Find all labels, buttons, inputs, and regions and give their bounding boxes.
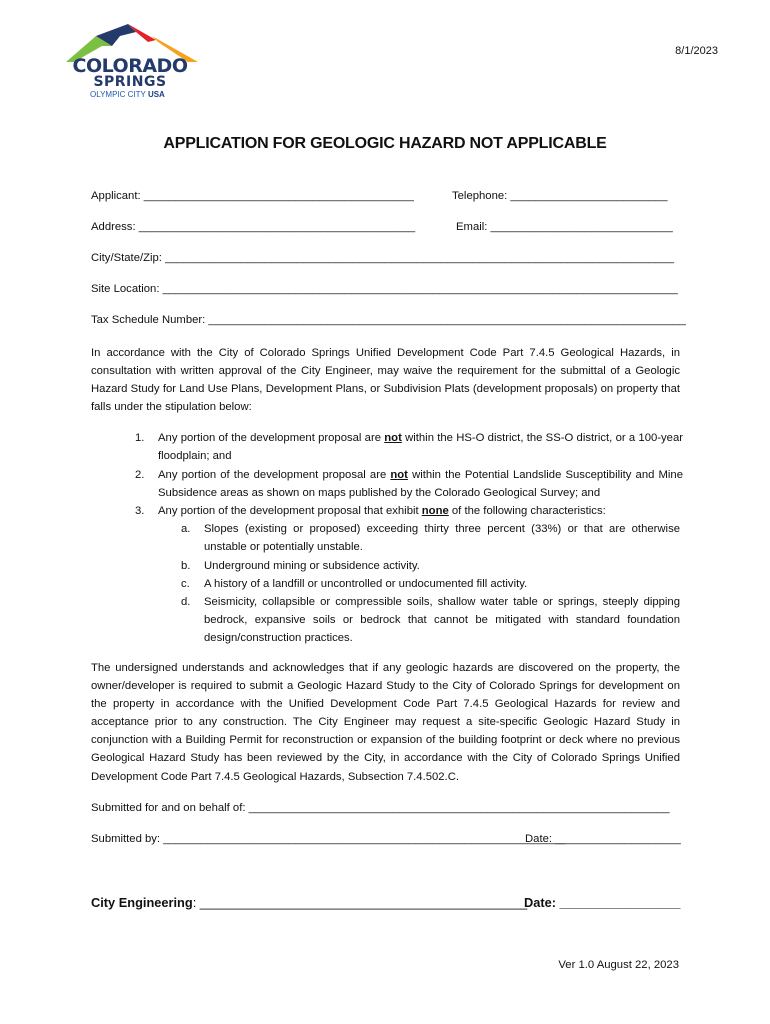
document-date: 8/1/2023 — [675, 45, 718, 57]
address-field[interactable]: Address: ____________________________________________ — [91, 221, 416, 233]
telephone-field[interactable]: Telephone: _________________________ — [452, 190, 668, 202]
sublist-item: Seismicity, collapsible or compressible soils, shallow water table or springs, steeply dipping bedrock, expansive soils or bedrock that cannot be mitigated with standard foundation design/construction practices. — [204, 596, 680, 645]
document-title: APPLICATION FOR GEOLOGIC HAZARD NOT APPLICABLE — [163, 135, 607, 152]
list-item-number: 1. — [135, 432, 145, 444]
city-engineering-date-field[interactable]: Date: _________________ — [524, 895, 681, 910]
logo-text-colorado: COLORADO — [72, 55, 188, 77]
version-footer: Ver 1.0 August 22, 2023 — [558, 959, 679, 971]
intro-paragraph: In accordance with the City of Colorado Springs Unified Development Code Part 7.4.5 Geological Hazards, in consultation with written approval of the City Engineer, may waive the requirement for the submittal of a Geologic Hazard Study for Land Use Plans, Development Plans, or Subdivision Plats (development proposals) on property that falls under the stipulation below: — [91, 347, 680, 414]
acknowledgement-paragraph: The undersigned understands and acknowledges that if any geologic hazards are discovered on the property, the owner/developer is required to submit a Geologic Hazard Study to the City of Colorado Springs for development on the property in accordance with the Unified Development Code Part 7.4.5 Geological Hazards for review and acceptance prior to any construction. The City Engineer may request a site-specific Geologic Hazard Study in conjunction with a Building Permit for reconstruction or expansion of the building footprint or deck where no previous Geological Hazard Study has been reviewed by the City, in accordance with the City of Colorado Springs Unified Development Code Part 7.4.5 Geological Hazards, Subsection 7.4.502.C. — [91, 662, 680, 783]
colorado-springs-logo — [66, 22, 198, 102]
list-item-number: 3. — [135, 505, 145, 517]
list-item-number: 2. — [135, 469, 145, 481]
sublist-item-letter: d. — [181, 596, 191, 608]
logo-tagline: OLYMPIC CITY USA — [90, 90, 165, 99]
email-field[interactable]: Email: _____________________________ — [456, 221, 673, 233]
sublist-item-letter: a. — [181, 523, 191, 535]
city-state-zip-field[interactable]: City/State/Zip: _________________________________________________________________________________ — [91, 252, 674, 264]
list-item: Any portion of the development proposal are not within the Potential Landslide Susceptibility and Mine Subsidence areas as shown on maps published by the Colorado Geological Survey; and — [158, 469, 683, 500]
sublist-item: A history of a landfill or uncontrolled or undocumented fill activity. — [204, 578, 528, 590]
city-engineering-field[interactable]: City Engineering: ______________________________________________ — [91, 895, 528, 910]
submitted-by-field[interactable]: Submitted by: ________________________________________________________________ — [91, 833, 566, 845]
list-item: Any portion of the development proposal are not within the HS-O district, the SS-O district, or a 100-year floodplain; and — [158, 432, 683, 463]
sublist-item: Slopes (existing or proposed) exceeding thirty three percent (33%) or that are otherwise unstable or potentially unstable. — [204, 523, 680, 554]
tax-schedule-field[interactable]: Tax Schedule Number: ____________________________________________________________________________ — [91, 314, 686, 326]
list-item: Any portion of the development proposal that exhibit none of the following characteristics: — [158, 505, 606, 517]
applicant-field[interactable]: Applicant: ___________________________________________ — [91, 190, 414, 202]
sublist-item-letter: b. — [181, 560, 191, 572]
logo-text-springs: SPRINGS — [93, 74, 167, 90]
site-location-field[interactable]: Site Location: __________________________________________________________________________________ — [91, 283, 678, 295]
sublist-item-letter: c. — [181, 578, 190, 590]
sublist-item: Underground mining or subsidence activity. — [204, 560, 420, 572]
date-field[interactable]: Date: ____________________ — [525, 833, 681, 845]
on-behalf-field[interactable]: Submitted for and on behalf of: ___________________________________________________________________ — [91, 802, 670, 814]
